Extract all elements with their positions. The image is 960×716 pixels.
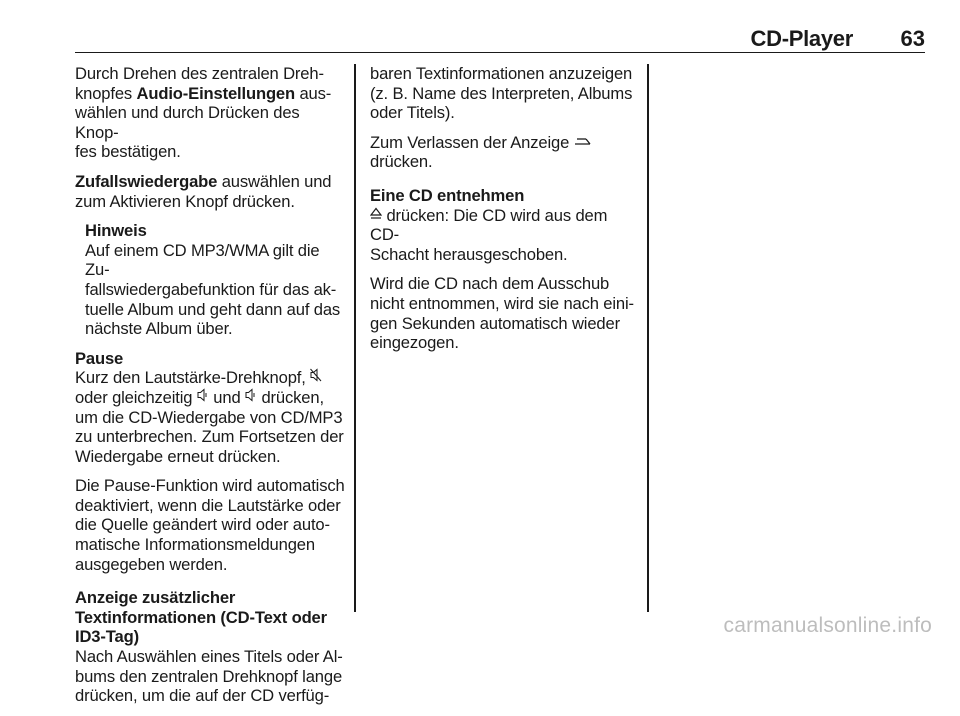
- paragraph-cd-text-cont: baren Textinformationen anzuzeigen (z. B. Name des Interpreten, Albums oder Titels).: [370, 64, 633, 123]
- paragraph-exit-display: Zum Verlassen der Anzeige drücken.: [370, 133, 640, 172]
- note-box: Hinweis Auf einem CD MP3/WMA gilt die Zu- fallswiedergabefunktion für das ak- tuelle Album und geht dann auf das nächste Album über.: [85, 221, 347, 339]
- paragraph-cd-text: Nach Auswählen eines Titels oder Al- bums den zentralen Drehknopf lange drücken, um die auf der CD verfüg-: [75, 647, 343, 706]
- paragraph-auto-resume: Die Pause-Funktion wird automatisch deaktiviert, wenn die Lautstärke oder die Quelle geändert wird oder auto- matische Informationsmeldungen ausgegeben werden.: [75, 476, 345, 574]
- section-heading-cd-text: Anzeige zusätzlicher Textinformationen (CD-Text oder ID3-Tag): [75, 588, 327, 647]
- column-divider: [354, 64, 356, 612]
- paragraph-audio-settings: Durch Drehen des zentralen Dreh- knopfes Audio-Einstellungen aus- wählen und durch Drücken des Knop- fes bestätigen.: [75, 64, 332, 162]
- section-heading-eject: Eine CD entnehmen: [370, 185, 525, 205]
- note-title: Hinweis: [85, 221, 147, 241]
- page-title: CD-Player: [750, 26, 853, 51]
- right-column: [370, 64, 640, 363]
- paragraph-shuffle: Zufallswiedergabe auswählen und zum Aktivieren Knopf drücken.: [75, 171, 332, 211]
- paragraph-eject-retract: Wird die CD nach dem Ausschub nicht entnommen, wird sie nach eini- gen Sekunden automatisch wieder eingezogen.: [370, 274, 634, 353]
- page-number: 63: [900, 26, 925, 51]
- paragraph-pause: Kurz den Lautstärke-Drehknopf, oder gleichzeitig und drücken, um die CD-Wiedergabe von CD/MP3 zu unterbrechen. Zum Fortsetzen der Wiedergabe erneut drücken.: [75, 368, 344, 466]
- paragraph-eject: drücken: Die CD wird aus dem CD- Schacht herausgeschoben.: [370, 205, 608, 264]
- audio-settings-term: Audio-Einstellungen: [136, 83, 296, 103]
- page-header: [75, 22, 925, 53]
- watermark: carmanualsonline.info: [723, 614, 932, 637]
- left-column: [75, 64, 347, 716]
- mute-icon: [310, 368, 322, 384]
- eject-icon: [370, 207, 382, 222]
- back-icon: [574, 135, 592, 149]
- right-column-rule: [647, 64, 649, 612]
- section-heading-pause: Pause: [75, 348, 124, 368]
- shuffle-term: Zufallswiedergabe: [75, 171, 218, 191]
- speaker-icon: [245, 388, 257, 404]
- speaker-icon: [197, 388, 209, 404]
